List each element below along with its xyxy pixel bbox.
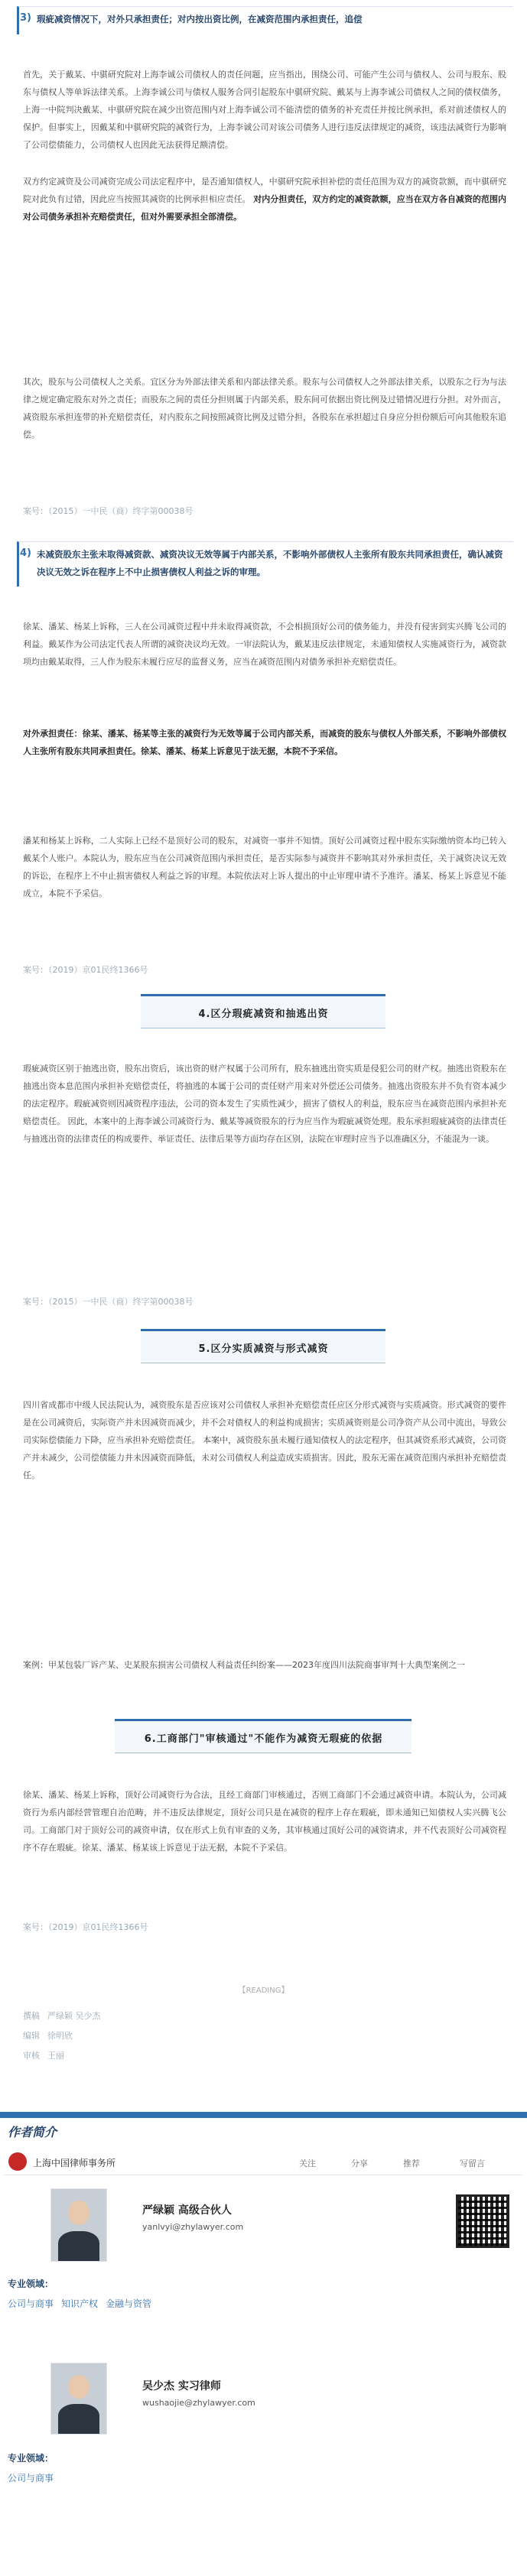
case-4-number: 4): [20, 547, 31, 559]
case-4-source: 案号：（2019）京01民终1366号: [23, 965, 148, 975]
write-comment-button[interactable]: 写留言: [460, 2159, 485, 2168]
author-2-email[interactable]: wushaojie@zhylawyer.com: [142, 2398, 255, 2408]
section-4-title: 4.区分瑕疵减资和抽逃出资: [198, 1009, 329, 1020]
section-5-title: 5.区分实质减资与形式减资: [198, 1343, 329, 1355]
follow-button[interactable]: 关注: [299, 2159, 316, 2168]
case-3-number: 3): [20, 12, 31, 24]
section-4-source: 案号：（2015）一中民（商）终字第00038号: [23, 1297, 194, 1307]
author-2-name: 吴少杰 实习律师: [142, 2380, 221, 2392]
case-3-paragraph-1: 首先，关于戴某、中骐研究院对上海李诚公司债权人的责任问题，应当指出，围绕公司、可能产生公司与债权人、公司与股东、股东与债权人等单诉法律关系。上海李诚公司与债权人服务合同引起股东中骐研究院、戴某与上海李诚公司债权人之间的债权债务，上海一中院判决戴某、中骐研究院在减少出资范围内对上海李诚公司不能清偿的债务的补充责任并按比例承担，系对前述债权人的保护。但事实上，因戴某和中骐研究院的减资行为，上海李诚公司对该公司债务人进行违反法律规定的减资，该违法减资行为影响了公司偿债能力，公司债权人也因此无法获得足额清偿。: [23, 70, 506, 150]
section-4-paragraph-1: 瑕疵减资区别于抽逃出资，股东出资后，该出资的财产权属于公司所有，股东抽逃出资实质是侵犯公司的财产权。抽逃出资股东在抽逃出资本息范围内承担补充赔偿责任，将抽逃的本属于公司的责任财产用来对外偿还公司债务。抽逃出资股东并不负有资本减少的法定程序。瑕疵减资则因减资程序违法，公司的资本发生了实质性减少，损害了债权人的利益，股东应当在减资范围内承担补充赔偿责任。 因此，本案中的上海李诚公司减资行为、戴某等减资股东的行为应当作为瑕疵减资处理。股东承担瑕疵减资的法律责任与抽逃出资的法律责任的构成要件、举证责任、法律后果等方面均存在区别，法院在审理时应当予以准确区分，不能混为一谈。: [23, 1064, 506, 1144]
section-5-case-reference: 案例：甲某包装厂诉产某、史某股东损害公司债权人利益责任纠纷案——2023年度四川法院商事审判十大典型案例之一: [23, 1660, 465, 1670]
case-3-paragraph-2: 其次，股东与公司债权人之关系。宜区分为外部法律关系和内部法律关系。股东与公司债权人之外部法律关系，以股东之行为与法律之规定确定股东对外之责任；而股东之间的责任分担则属于内部关系，股东间可依据出资比例及过错情况进行分担。对外而言，减资股东承担连带的补充赔偿责任，对内股东之间按照减资比例及过错分担，各股东在承担超过自身应分担份额后可向其他股东追偿。: [23, 377, 506, 440]
section-5-paragraph-1: 四川省成都市中级人民法院认为，减资股东是否应该对公司债权人承担补充赔偿责任应区分形式减资与实质减资。形式减资的要件是在公司减资后，实际资产并未因减资而减少，并不会对债权人的利益构成损害；实质减资则是公司净资产从公司中流出，导致公司实际偿债能力下降，应当承担补充赔偿责任。 本案中，减资股东虽未履行通知债权人的法定程序，但其减资系形式减资，公司资产并未减少，公司偿债能力并未因减资而降低，未对公司债权人利益造成实质损害。因此，股东无需在减资范围内承担补充赔偿责任。: [23, 1400, 506, 1480]
account-name[interactable]: 上海中国律师事务所: [33, 2158, 116, 2168]
credit-editor: 编辑 徐明欣: [23, 2031, 73, 2041]
case-3-bold-text: 对内分担责任，双方约定的减资款额，应当在双方各自减资的范围内对公司债务承担补充赔偿责任，但对外需要承担全部清偿。: [23, 194, 506, 222]
case-4-paragraph-1b: [23, 725, 506, 795]
case-4-headline: 未减资股东主张未取得减资款、减资决议无效等属于内部关系，不影响外部债权人主张所有股东共同承担责任，确认减资决议无效之诉在程序上不中止损害债权人利益之诉的审理。: [37, 549, 503, 577]
case-3-paragraph-1b: 双方约定减资及公司减资完成公司法定程序中，是否通知债权人，中骐研究院承担补偿的责任范围为双方的减资款额，而中骐研究院对此负有过错，因此应当按照其减资的比例承担相应责任。 对内分担责任，双方约定的减资款额，应当在双方各自减资的范围内对公司债务承担补充赔偿责任，但对外需要承担全部清偿。: [23, 177, 506, 222]
authors-divider-bar: [0, 2112, 527, 2118]
author-1-field-label: 专业领域：: [8, 2279, 54, 2289]
author-2-photo: [50, 2363, 107, 2435]
case-3-headline: 瑕疵减资情况下，对外只承担责任；对内按出资比例，在减资范围内承担责任，追偿: [37, 14, 363, 24]
firm-logo-icon: [8, 2152, 27, 2171]
author-1-qr-code: [456, 2194, 509, 2248]
case-4-paragraph-2: 潘某和杨某上诉称，二人实际上已经不是顶好公司的股东，对减资一事并不知情。顶好公司减资过程中股东实际缴纳资本均已转入戴某个人账户。本院认为，股东应当在公司减资范围内承担责任，是否实际参与减资并不影响其对外承担责任，关于减资决议无效的诉讼，在程序上不中止损害债权人利益之诉的审理。本院依法对上诉人提出的中止审理申请不予准许。潘某、杨某上诉意见不能成立，本院不予采信。: [23, 836, 506, 898]
authors-header: 作者简介: [8, 2125, 57, 2139]
case-3-source: 案号：（2015）一中民（商）终字第00038号: [23, 506, 194, 516]
author-1-fields: 公司与商事 知识产权 金融与资管: [8, 2298, 152, 2309]
author-1-photo: [50, 2188, 107, 2262]
author-1-email[interactable]: yanlvyi@zhylawyer.com: [142, 2222, 244, 2232]
section-6-title: 6.工商部门"审核通过"不能作为减资无瑕疵的依据: [144, 1733, 383, 1745]
author-2-field-label: 专业领域：: [8, 2453, 54, 2464]
case-4-bold-text: 对外承担责任：徐某、潘某、杨某等主张的减资行为无效等属于公司内部关系，而减资的股东与债权人外部关系，不影响外部债权人主张所有股东共同承担责任。徐某、潘某、杨某上诉意见于法无据，本院不予采信。: [23, 729, 506, 756]
section-6-source: 案号：（2019）京01民终1366号: [23, 1922, 148, 1932]
section-6-paragraph-1: 徐某、潘某、杨某上诉称，顶好公司减资行为合法，且经工商部门审核通过，否则工商部门不会通过减资申请。本院认为，公司减资行为系内部经营管理自治范畴，并不违反法律规定，顶好公司只是在减资的程序上存在瑕疵，即未通知已知债权人实兴腾飞公司。工商部门对于顶好公司的减资申请，仅在形式上负有审查的义务，其审核通过顶好公司的减资请求，并不代表顶好公司减资程序不存在瑕疵。徐某、潘某、杨某该上诉意见于法无据，本院不予采信。: [23, 1790, 506, 1853]
share-button[interactable]: 分享: [351, 2159, 368, 2168]
credit-writer: 撰稿 严绿颖 吴少杰: [23, 2011, 101, 2021]
author-2-fields: 公司与商事: [8, 2473, 54, 2483]
credit-reviewer: 审核 王丽: [23, 2051, 64, 2061]
author-1-name: 严绿颖 高级合伙人: [142, 2204, 232, 2217]
case-4-paragraph-1: 徐某、潘某、杨某上诉称，三人在公司减资过程中并未取得减资款，不会相损顶好公司的债务能力，并没有侵害到实兴腾飞公司的利益。戴某作为公司法定代表人所谓的减资决议均无效。一审法院认为，戴某违反法律规定，未通知债权人实施减资行为，减资款项均由戴某取得，三人作为股东未履行应尽的监督义务，应当在减资范围内对债务承担补充赔偿责任。: [23, 622, 506, 667]
reading-marker: 【READING】: [238, 1986, 289, 1995]
recommend-button[interactable]: 推荐: [403, 2159, 420, 2168]
account-bar: [4, 2149, 523, 2175]
